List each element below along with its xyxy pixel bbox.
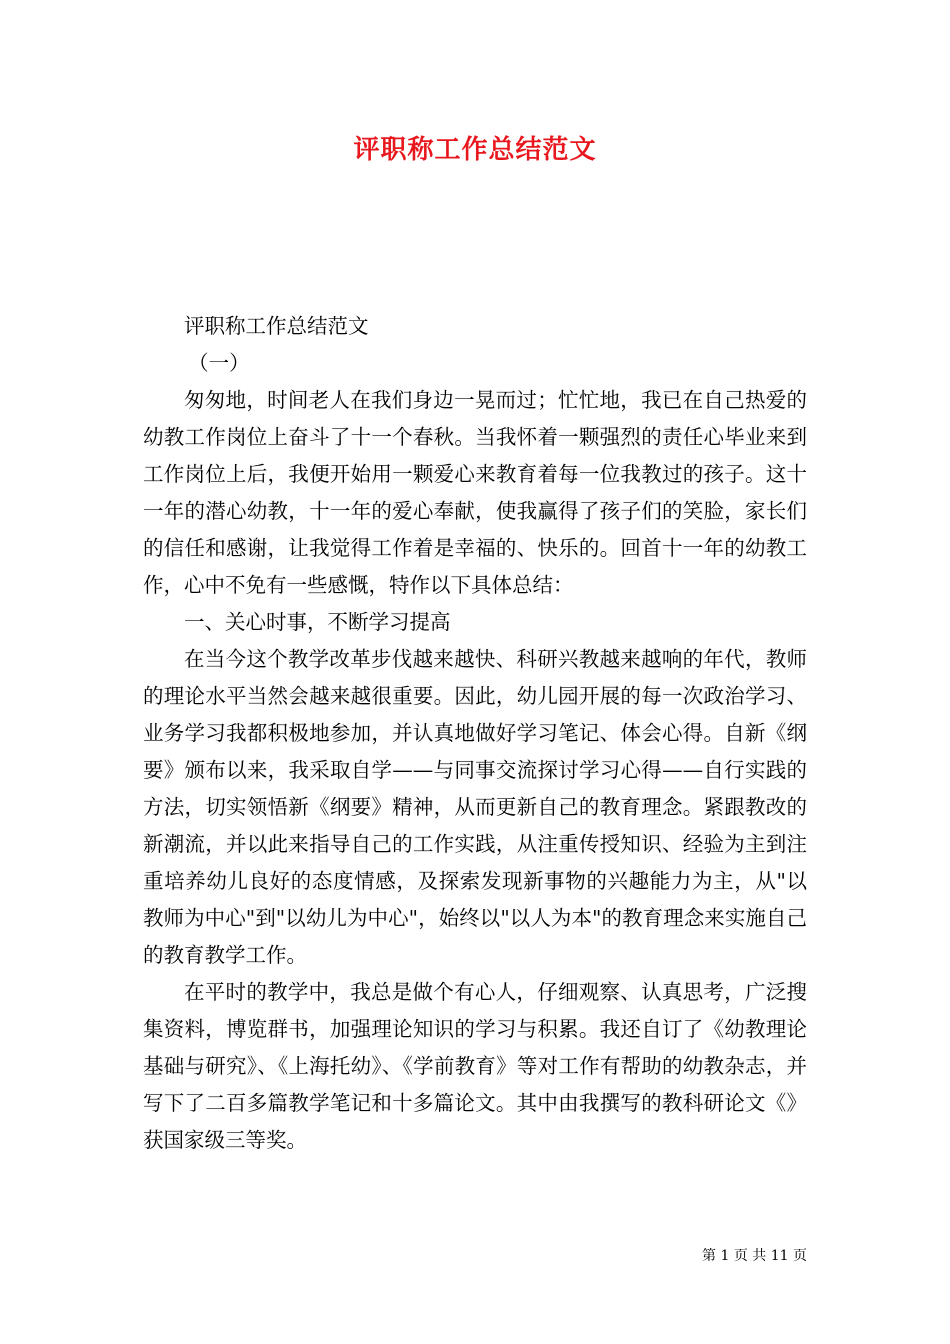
section-heading: 一、关心时事，不断学习提高 <box>184 610 451 634</box>
paragraph-teaching: 在平时的教学中，我总是做个有心人，仔细观察、认真思考，广泛搜集资料，博览群书，加强理论知识的学习与积累。我还自订了《幼教理论基础与研究》、《上海托幼》、《学前教育》等对工作有帮助的幼教杂志，并写下了二百多篇教学笔记和十多篇论文。其中由我撰写的教科研论文《》获国家级三等奖。 <box>143 980 807 1152</box>
page-number-footer: 第 1 页 共 11 页 <box>702 1248 807 1264</box>
paragraph-study: 在当今这个教学改革步伐越来越快、科研兴教越来越响的年代，教师的理论水平当然会越来越很重要。因此，幼儿园开展的每一次政治学习、业务学习我都积极地参加，并认真地做好学习笔记、体会心得。自新《纲要》颁布以来，我采取自学——与同事交流探讨学习心得——自行实践的方法，切实领悟新《纲要》精神，从而更新自己的教育理念。紧跟教改的新潮流，并以此来指导自己的工作实践，从注重传授知识、经验为主到注重培养幼儿良好的态度情感，及探索发现新事物的兴趣能力为主，从"以教师为中心"到"以幼儿为中心"，始终以"以人为本"的教育理念来实施自己的教育教学工作。 <box>143 647 807 967</box>
section-marker: （一） <box>188 351 250 375</box>
document-body <box>143 308 807 1159</box>
paragraph-intro: 匆匆地，时间老人在我们身边一晃而过；忙忙地，我已在自己热爱的幼教工作岗位上奋斗了十一个春秋。当我怀着一颗强烈的责任心毕业来到工作岗位上后，我便开始用一颗爱心来教育着每一位我教过的孩子。这十一年的潜心幼教，十一年的爱心奉献，使我赢得了孩子们的笑脸，家长们的信任和感谢，让我觉得工作着是幸福的、快乐的。回首十一年的幼教工作，心中不免有一些感慨，特作以下具体总结： <box>143 388 807 597</box>
document-title: 评职称工作总结范文 <box>353 135 597 165</box>
document-subtitle: 评职称工作总结范文 <box>184 314 369 338</box>
